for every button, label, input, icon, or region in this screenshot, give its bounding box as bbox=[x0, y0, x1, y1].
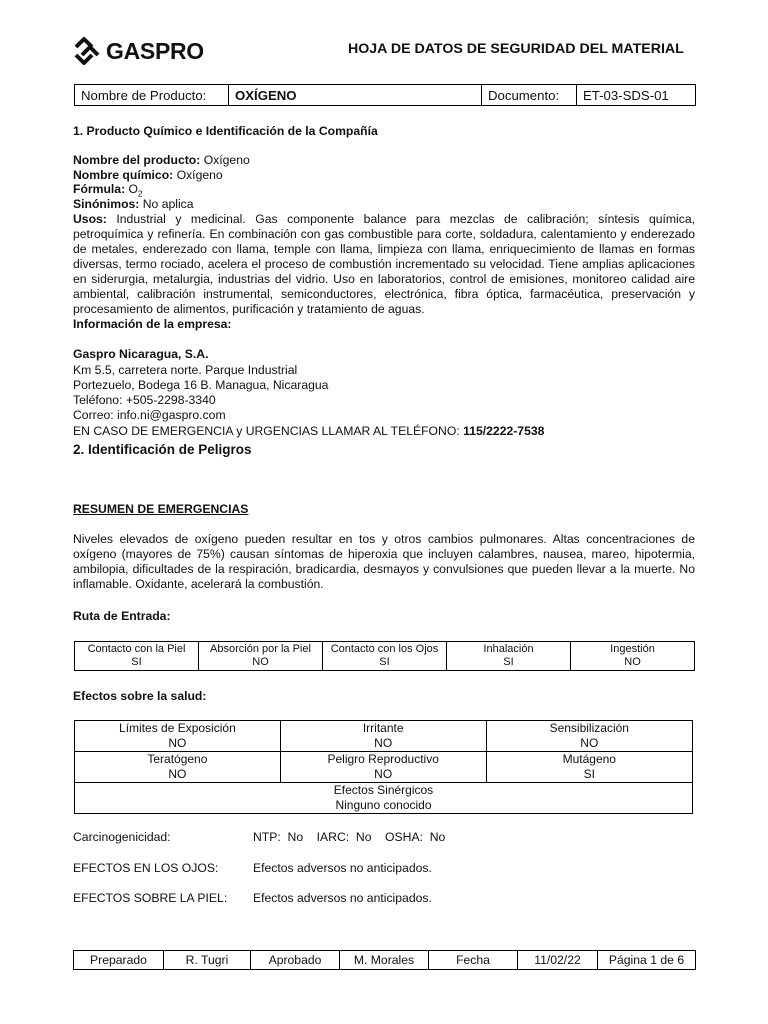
company-name: Gaspro Nicaragua, S.A. bbox=[73, 347, 209, 361]
skin-effects-value: Efectos adversos no anticipados. bbox=[253, 891, 432, 905]
route-value: SI bbox=[131, 656, 142, 668]
health-name: Límites de Exposición bbox=[119, 721, 236, 735]
route-name: Inhalación bbox=[483, 643, 534, 655]
route-cell bbox=[199, 642, 323, 671]
route-name: Contacto con los Ojos bbox=[330, 643, 439, 655]
section1-heading: 1. Producto Químico e Identificación de la Compañía bbox=[73, 124, 378, 138]
route-cell bbox=[75, 642, 199, 671]
skin-effects-label: EFECTOS SOBRE LA PIEL: bbox=[73, 891, 228, 905]
emergency-number: 115/2222-7538 bbox=[463, 424, 545, 438]
health-value: NO bbox=[374, 767, 393, 781]
prepared-value: R. Tugri bbox=[164, 951, 251, 970]
emergency-summary-text: Niveles elevados de oxígeno pueden resultar en tos y otros cambios pulmonares. Altas concentraciones de oxígeno (mayores de 75%) causan síntomas de hiperoxia que incluyen calambres, nausea, mareo, hipotermia, ambilopia, dificultades de la respiración, bradicardia, desmayos y convulsiones que pueden llevar a la muerte. No inflamable. Oxidante, acelerará la combustión. bbox=[73, 532, 695, 591]
health-cell bbox=[75, 752, 281, 783]
formula-value: O bbox=[128, 182, 139, 196]
route-name: Ingestión bbox=[610, 643, 655, 655]
synergic-value: Ninguno conocido bbox=[335, 798, 432, 812]
health-value: NO bbox=[374, 736, 393, 750]
health-value: NO bbox=[168, 736, 187, 750]
health-name: Peligro Reproductivo bbox=[327, 752, 439, 766]
health-heading: Efectos sobre la salud: bbox=[73, 689, 207, 703]
gaspro-logo-icon bbox=[72, 35, 102, 67]
chemical-name-value: Oxígeno bbox=[176, 168, 223, 182]
route-value: SI bbox=[379, 656, 390, 668]
footer-table bbox=[73, 950, 696, 970]
eye-effects-value: Efectos adversos no anticipados. bbox=[253, 861, 432, 875]
health-name: Irritante bbox=[362, 721, 404, 735]
approved-label: Aprobado bbox=[251, 951, 340, 970]
route-value: SI bbox=[503, 656, 514, 668]
route-cell bbox=[571, 642, 695, 671]
synergic-cell bbox=[75, 783, 693, 814]
address-line-2: Portezuelo, Bodega 16 B. Managua, Nicaragua bbox=[73, 378, 329, 392]
route-heading: Ruta de Entrada: bbox=[73, 609, 171, 623]
emergency-summary-heading: RESUMEN DE EMERGENCIAS bbox=[73, 502, 249, 516]
route-cell bbox=[447, 642, 571, 671]
route-value: NO bbox=[252, 656, 269, 668]
synergic-name: Efectos Sinérgicos bbox=[333, 783, 434, 797]
section2-heading: 2. Identificación de Peligros bbox=[73, 442, 252, 457]
emergency-text: EN CASO DE EMERGENCIA y URGENCIAS LLAMAR AL TELÉFONO: bbox=[73, 424, 464, 438]
health-cell bbox=[486, 752, 692, 783]
route-of-entry-table bbox=[74, 641, 695, 671]
health-value: NO bbox=[168, 767, 187, 781]
address-line-1: Km 5.5, carretera norte. Parque Industrial bbox=[73, 363, 298, 377]
company-phone: Teléfono: +505-2298-3340 bbox=[73, 393, 216, 407]
document-title: HOJA DE DATOS DE SEGURIDAD DEL MATERIAL bbox=[348, 41, 684, 57]
chemical-name-line bbox=[73, 168, 223, 183]
uses-value: Industrial y medicinal. Gas componente balance para mezclas de calibración; síntesis química, petroquímica y refinería. En combinación con gas combustible para corte, soldadura, calentamiento y enderezado de metales, enderezado con llama, temple con llama, limpieza con llama, enriquecimiento de llamas en formas diversas, termo rociado, acelera el proceso de combustión incrementado su velocidad. Tiene amplias aplicaciones en siderurgia, metalurgia, industrias del vidrio. Uso en laboratorios, control de emisiones, monitoreo calidad aire ambiental, calibración instrumental, semiconductores, electrónica, fibra óptica, farmacéutica, preservación y procesamiento de alimentos, purificación y tratamiento de aguas. bbox=[73, 212, 696, 316]
health-effects-table bbox=[74, 720, 693, 814]
health-name: Teratógeno bbox=[147, 752, 208, 766]
prepared-label: Preparado bbox=[74, 951, 164, 970]
eye-effects-label: EFECTOS EN LOS OJOS: bbox=[73, 861, 219, 875]
date-label: Fecha bbox=[429, 951, 518, 970]
company-email: Correo: info.ni@gaspro.com bbox=[73, 408, 226, 422]
synonyms-label: Sinónimos: bbox=[73, 197, 140, 211]
carcinogenicity-label: Carcinogenicidad: bbox=[73, 830, 171, 844]
health-name: Sensibilización bbox=[549, 721, 629, 735]
chemical-name-label: Nombre químico: bbox=[73, 168, 174, 182]
product-name-line bbox=[73, 153, 250, 168]
health-name: Mutágeno bbox=[562, 752, 616, 766]
document-label: Documento: bbox=[482, 85, 577, 106]
product-name-label: Nombre de Producto: bbox=[75, 85, 229, 106]
product-name-value: OXÍGENO bbox=[229, 85, 482, 106]
logo-text: GASPRO bbox=[106, 37, 204, 64]
health-cell bbox=[75, 721, 281, 752]
product-table bbox=[74, 84, 696, 106]
page-number: Página 1 de 6 bbox=[598, 951, 696, 970]
route-cell bbox=[323, 642, 447, 671]
document-value: ET-03-SDS-01 bbox=[577, 85, 696, 106]
product-name-field-label: Nombre del producto: bbox=[73, 153, 201, 167]
synonyms-line bbox=[73, 197, 194, 212]
emergency-line bbox=[73, 424, 544, 439]
health-value: NO bbox=[580, 736, 599, 750]
company-info-label: Información de la empresa: bbox=[73, 317, 232, 331]
formula-label: Fórmula: bbox=[73, 182, 126, 196]
route-name: Absorción por la Piel bbox=[210, 643, 311, 655]
date-value: 11/02/22 bbox=[518, 951, 598, 970]
carcinogenicity-value: NTP: No IARC: No OSHA: No bbox=[253, 830, 446, 844]
synonyms-value: No aplica bbox=[142, 197, 194, 211]
formula-subscript: 2 bbox=[138, 189, 143, 199]
approved-value: M. Morales bbox=[340, 951, 429, 970]
route-value: NO bbox=[624, 656, 641, 668]
uses-label: Usos: bbox=[73, 212, 107, 226]
uses-paragraph bbox=[73, 212, 695, 317]
company-logo bbox=[72, 34, 204, 68]
product-name-field-value: Oxígeno bbox=[203, 153, 250, 167]
health-cell bbox=[280, 752, 486, 783]
health-value: SI bbox=[583, 767, 595, 781]
health-cell bbox=[486, 721, 692, 752]
health-cell bbox=[280, 721, 486, 752]
route-name: Contacto con la Piel bbox=[87, 643, 186, 655]
